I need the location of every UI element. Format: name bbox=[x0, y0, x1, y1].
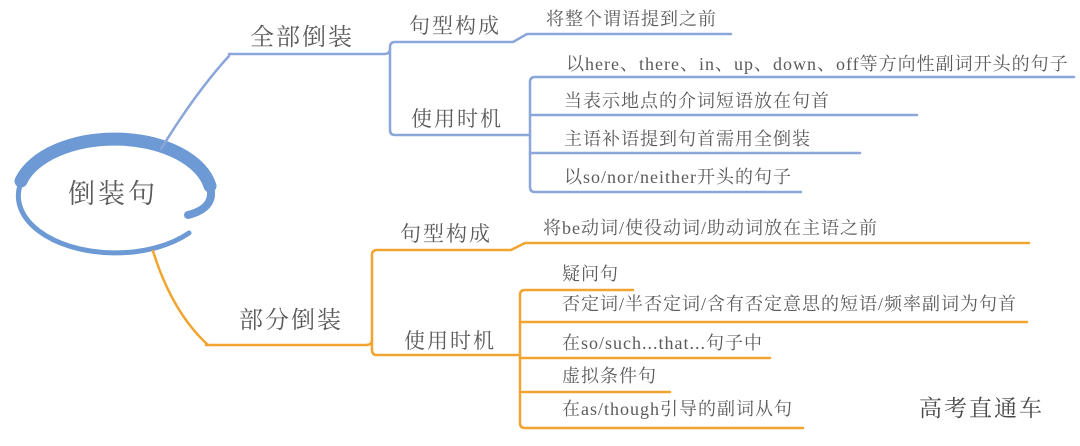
leaf-node[interactable]: 主语补语提到句首需用全倒装 bbox=[564, 129, 811, 149]
leaf-node[interactable]: 以here、there、in、up、down、off等方向性副词开头的句子 bbox=[566, 54, 1069, 74]
root-node[interactable]: 倒装句 bbox=[68, 179, 158, 209]
leaf-node[interactable]: 将be动词/使役动词/助动词放在主语之前 bbox=[543, 218, 878, 238]
watermark: 高考直通车 bbox=[919, 396, 1044, 421]
leaf-node[interactable]: 疑问句 bbox=[562, 264, 619, 284]
leaf-node[interactable]: 将整个谓语提到之前 bbox=[546, 9, 717, 29]
partial-sentence-pattern-node[interactable]: 句型构成 bbox=[400, 222, 492, 246]
connector-root-to-full bbox=[161, 56, 229, 149]
leaf-node[interactable]: 在as/though引导的副词从句 bbox=[562, 399, 793, 419]
partial-usage-timing-node[interactable]: 使用时机 bbox=[404, 329, 496, 353]
leaf-node[interactable]: 否定词/半否定词/含有否定意思的短语/频率副词为句首 bbox=[562, 294, 1018, 314]
branch-partial-inversion[interactable]: 部分倒装 bbox=[239, 308, 343, 334]
full-sentence-pattern-node[interactable]: 句型构成 bbox=[409, 14, 501, 38]
leaf-node[interactable]: 虚拟条件句 bbox=[562, 366, 657, 386]
leaf-node[interactable]: 以so/nor/neither开头的句子 bbox=[564, 167, 792, 187]
connector-root-to-partial bbox=[153, 251, 208, 345]
leaf-node[interactable]: 当表示地点的介词短语放在句首 bbox=[564, 91, 830, 111]
branch-full-inversion[interactable]: 全部倒装 bbox=[250, 25, 354, 51]
full-usage-timing-node[interactable]: 使用时机 bbox=[411, 107, 503, 131]
leaf-node[interactable]: 在so/such...that...句子中 bbox=[562, 333, 763, 353]
